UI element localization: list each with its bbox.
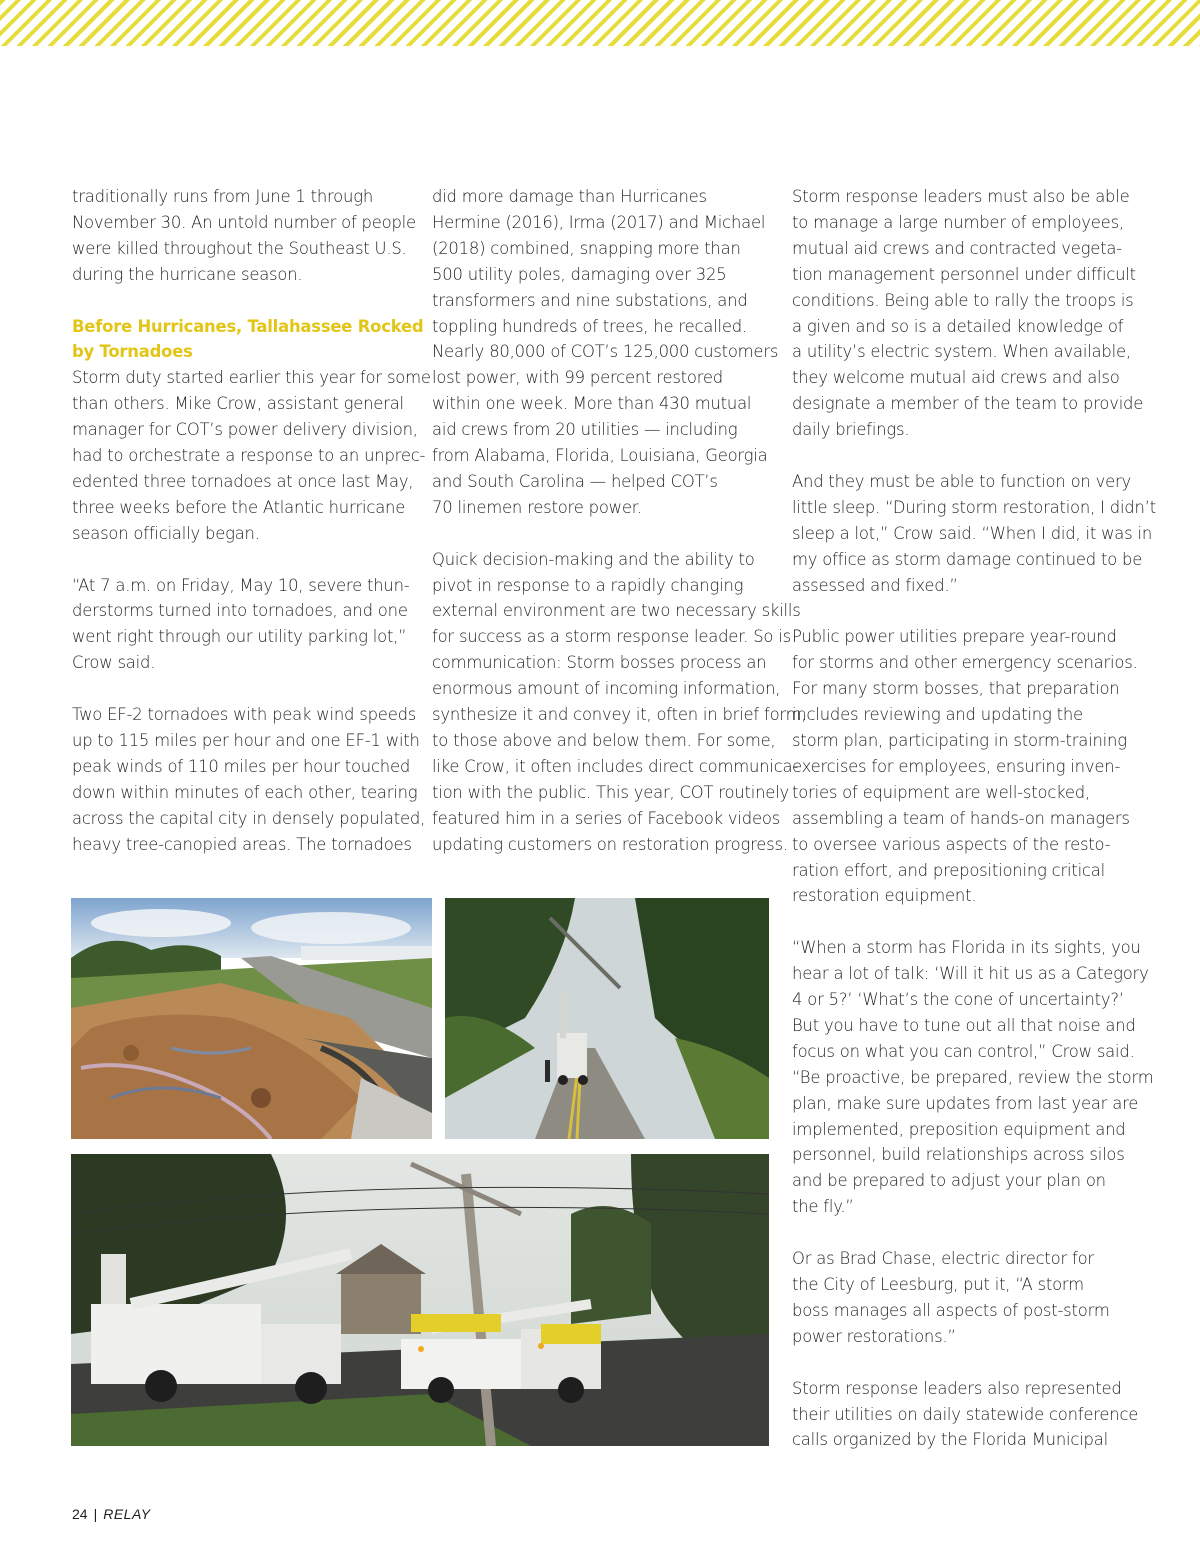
paragraph: “At 7 a.m. on Friday, May 10, severe thun- derstorms turned into tornadoes, and one went right through our utility parking lot,” Crow said.	[72, 575, 410, 673]
paragraph: Two EF-2 tornadoes with peak wind speeds up to 115 miles per hour and one EF-1 with peak winds of 110 miles per hour touched down within minutes of each other, tearing across the capital city in densely populated, heavy tree-canopied areas. The tornadoes	[72, 705, 426, 854]
footer-separator: |	[93, 1506, 98, 1522]
photo-bucket-trucks-pole	[71, 1154, 769, 1446]
bucket-truck-road-image	[445, 898, 769, 1139]
paragraph: Storm response leaders must also be able to manage a large number of employees, mutual aid crews and contracted vegeta- tion management personnel under difficult conditions. Being able to rally the troops is a given and so is a detailed knowledge of a utility’s electric system. When available, they welcome mutual aid crews and also designate a member of the team to provide daily briefings.	[792, 187, 1144, 440]
article-column-1	[72, 184, 431, 883]
photo-road-damage	[71, 898, 432, 1139]
magazine-name: RELAY	[103, 1506, 151, 1522]
section-subhead: Before Hurricanes, Tallahassee Rocked by Tornadoes	[72, 316, 424, 362]
paragraph: Public power utilities prepare year-round for storms and other emergency scenarios. For many storm bosses, that preparation includes reviewing and updating the storm plan, participating in storm-training exercises for employees, ensuring inven- tories of equipment are well-stocked, assembling a team of hands-on managers to oversee various aspects of the resto- ration effort, and prepositioning critical restoration equipment.	[792, 627, 1138, 906]
bucket-trucks-pole-image	[71, 1154, 769, 1446]
page-footer	[72, 1506, 151, 1522]
decorative-stripe-band	[0, 0, 1200, 46]
paragraph: Storm response leaders also represented their utilities on daily statewide conference calls organized by the Florida Municipal	[792, 1378, 1139, 1450]
paragraph: Or as Brad Chase, electric director for the City of Leesburg, put it, “A storm boss manages all aspects of post-storm power restorations.”	[792, 1249, 1110, 1346]
photo-bucket-truck-road	[445, 898, 769, 1139]
paragraph: Quick decision-making and the ability to pivot in response to a rapidly changing external environment are two necessary skills for success as a storm response leader. So is communication: Storm bosses process an enormous amount of incoming information, synthesize it and convey it, often in brief form, to those above and below them. For some, like Crow, it often includes direct communica- tion with the public. This year, COT routinely featured him in a series of Facebook videos updating customers on restoration progress.	[432, 549, 807, 854]
article-column-2	[432, 184, 807, 883]
road-damage-image	[71, 898, 432, 1139]
paragraph: And they must be able to function on very little sleep. “During storm restoration, I didn’t sleep a lot,” Crow said. “When I did, it was in my office as storm damage continued to be assessed and fixed.”	[792, 471, 1156, 595]
paragraph: did more damage than Hurricanes Hermine (2016), Irma (2017) and Michael (2018) combined, snapping more than 500 utility poles, damaging over 325 transformers and nine substations, and toppling hundreds of trees, he recalled. Nearly 80,000 of COT’s 125,000 customers lost power, with 99 percent restored within one week. More than 430 mutual aid crews from 20 utilities — including from Alabama, Florida, Louisiana, Georgia and South Carolina — helped COT’s 70 linemen restore power.	[432, 187, 779, 517]
paragraph: traditionally runs from June 1 through November 30. An untold number of people were killed throughout the Southeast U.S. during the hurricane season.	[72, 187, 416, 284]
article-column-3	[792, 184, 1156, 1479]
paragraph: Storm duty started earlier this year for some than others. Mike Crow, assistant general manager for COT’s power delivery division, had to orchestrate a response to an unprec- edented three tornadoes at once last May, three weeks before the Atlantic hurricane season officially began.	[72, 368, 431, 543]
page-number: 24	[72, 1506, 88, 1522]
paragraph: “When a storm has Florida in its sights, you hear a lot of talk: ‘Will it hit us as a Category 4 or 5?’ ‘What’s the cone of uncertainty?’ But you have to tune out all that noise and focus on what you can control,” Crow said. “Be proactive, be prepared, review the storm plan, make sure updates from last year are implemented, preposition equipment and personnel, build relationships across silos and be prepared to adjust your plan on the fly.”	[792, 938, 1154, 1217]
